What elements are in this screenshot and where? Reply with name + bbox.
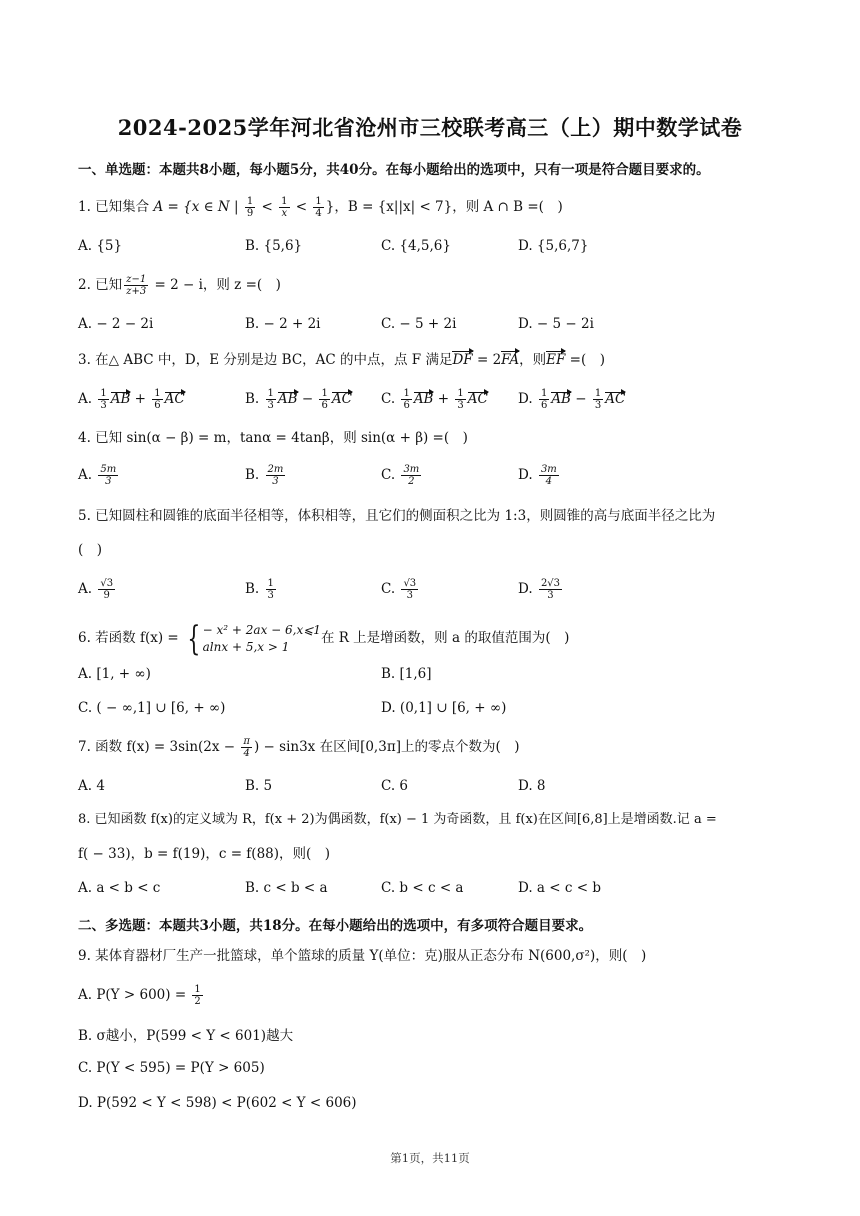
question-1: 1. 已知集合 A = {x ∈ N | $\frac{1}{9}$ < $\frac{1}{x}$ < $\frac{1}{4}$ }，B = {x||x| < 7}，则 A ∩ B =( ) — [78, 196, 563, 219]
q6-option-b: B. [1,6] — [381, 666, 432, 682]
q4-option-a: A. $\frac{5m}{3}$ — [78, 464, 117, 487]
vector: FA — [501, 352, 520, 368]
fraction: $\frac{1}{x}$ — [281, 196, 288, 219]
q6-option-d: D. (0,1] ∪ [6, + ∞) — [381, 700, 507, 716]
question-8-line-1: 8. 已知函数 f(x)的定义域为 R，f(x + 2)为偶函数，f(x) − 1 为奇函数，且 f(x)在区间[6,8]上是增函数.记 a = — [78, 812, 717, 827]
vector: DF — [452, 352, 473, 368]
q4-option-c: C. $\frac{3m}{2}$ — [381, 464, 420, 487]
section-multiple-choice: 二、多选题：本题共3小题，共18分。在每小题给出的选项中，有多项符合题目要求。 — [78, 918, 593, 934]
q5-option-b: B. $\frac{1}{3}$ — [245, 578, 274, 601]
q6-option-a: A. [1, + ∞) — [78, 666, 151, 682]
left-brace: { — [187, 618, 201, 659]
q2-option-c: C. − 5 + 2i — [381, 316, 457, 332]
q1-option-a: A. {5} — [78, 238, 123, 254]
fraction: $\frac{1}{4}$ — [315, 196, 322, 219]
q8-option-d: D. a < c < b — [518, 880, 601, 896]
q9-option-c: C. P(Y < 595) = P(Y > 605) — [78, 1060, 265, 1076]
q5-option-c: C. $\frac{√3}{3}$ — [381, 578, 417, 601]
fraction: $\frac{1}{9}$ — [246, 196, 254, 219]
q4-option-d: D. $\frac{3m}{4}$ — [518, 464, 557, 487]
q7-option-d: D. 8 — [518, 778, 546, 794]
q8-option-b: B. c < b < a — [245, 880, 328, 896]
piecewise-cases: − x² + 2ax − 6,x⩽1 alnx + 5,x > 1 — [202, 622, 321, 654]
question-7: 7. 函数 f(x) = 3sin(2x − $\frac{\pi}{4}$ ) − sin3x 在区间[0,3π]上的零点个数为( ) — [78, 736, 520, 759]
q3-option-a: A. $\frac{1}{3}$ AB + $\frac{1}{6}$ AC — [78, 388, 185, 411]
fraction: $\frac{z-1}{z+3}$ — [126, 274, 147, 297]
q2-option-d: D. − 5 − 2i — [518, 316, 594, 332]
q1-option-b: B. {5,6} — [245, 238, 303, 254]
q1-option-d: D. {5,6,7} — [518, 238, 589, 254]
vector: EF — [546, 352, 566, 368]
question-2: 2. 已知 $\frac{z-1}{z+3}$ = 2 − i，则 z =( ) — [78, 274, 281, 297]
q9-option-d: D. P(592 < Y < 598) < P(602 < Y < 606) — [78, 1095, 357, 1111]
q7-option-b: B. 5 — [245, 778, 273, 794]
q3-option-c: C. $\frac{1}{6}$ AB + $\frac{1}{3}$ AC — [381, 388, 488, 411]
q5-option-a: A. $\frac{√3}{9}$ — [78, 578, 114, 601]
q9-option-a: A. P(Y > 600) = $\frac{1}{2}$ — [78, 984, 201, 1007]
q3-option-d: D. $\frac{1}{6}$ AB − $\frac{1}{3}$ AC — [518, 388, 626, 411]
q6-option-c: C. ( − ∞,1] ∪ [6, + ∞) — [78, 700, 226, 716]
q4-option-b: B. $\frac{2m}{3}$ — [245, 464, 284, 487]
question-6: 6. 若函数 f(x) = { − x² + 2ax − 6,x⩽1 alnx + 5,x > 1 在 R 上是增函数，则 a 的取值范围为( ) — [78, 618, 570, 659]
q5-option-d: D. $\frac{2√3}{3}$ — [518, 578, 561, 601]
q8-option-c: C. b < c < a — [381, 880, 464, 896]
q3-option-b: B. $\frac{1}{3}$ AB − $\frac{1}{6}$ AC — [245, 388, 352, 411]
q7-option-a: A. 4 — [78, 778, 105, 794]
q2-option-b: B. − 2 + 2i — [245, 316, 321, 332]
page-footer: 第1页，共11页 — [390, 1151, 470, 1165]
q1-option-c: C. {4,5,6} — [381, 238, 451, 254]
question-3: 3. 在△ ABC 中，D，E 分别是边 BC，AC 的中点，点 F 满足DF = 2FA，则EF =( ) — [78, 352, 605, 368]
question-4: 4. 已知 sin(α − β) = m，tanα = 4tanβ，则 sin(α + β) =( ) — [78, 430, 468, 446]
question-5-line-2: ( ) — [78, 542, 103, 558]
exam-title: 2024-2025学年河北省沧州市三校联考高三（上）期中数学试卷 — [117, 115, 743, 140]
q2-option-a: A. − 2 − 2i — [78, 316, 154, 332]
question-9: 9. 某体育器材厂生产一批篮球，单个篮球的质量 Y(单位：克)服从正态分布 N(600,σ²)，则( ) — [78, 948, 647, 964]
question-5-line-1: 5. 已知圆柱和圆锥的底面半径相等，体积相等，且它们的侧面积之比为 1:3，则圆锥的高与底面半径之比为 — [78, 508, 716, 524]
question-8-line-2: f( − 33)，b = f(19)，c = f(88)，则( ) — [78, 846, 331, 862]
q7-option-c: C. 6 — [381, 778, 409, 794]
q9-option-b: B. σ越小，P(599 < Y < 601)越大 — [78, 1028, 294, 1044]
section-single-choice: 一、单选题：本题共8小题，每小题5分，共40分。在每小题给出的选项中，只有一项是符合题目要求的。 — [78, 162, 710, 178]
q8-option-a: A. a < b < c — [78, 880, 161, 896]
